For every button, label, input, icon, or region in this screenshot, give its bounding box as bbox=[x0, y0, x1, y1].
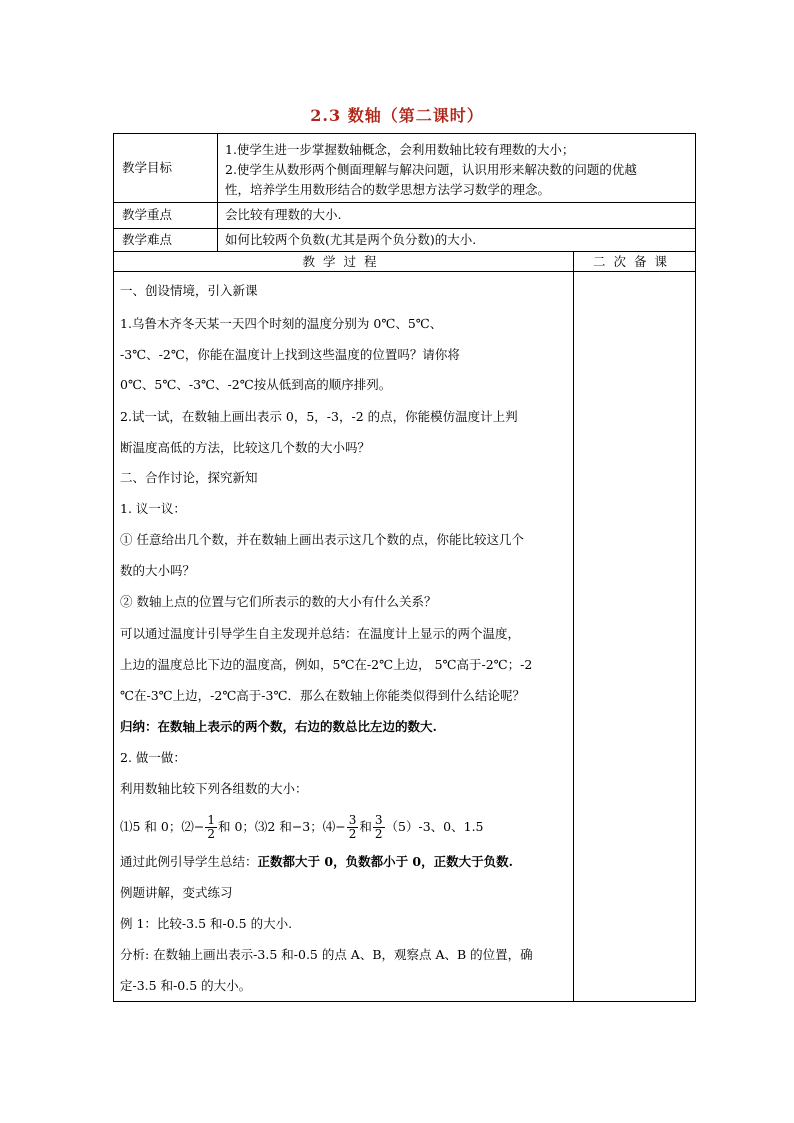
paragraph-line: 例 1：比较-3.5 和-0.5 的大小. bbox=[120, 916, 293, 931]
difficulty-text: 如何比较两个负数(尤其是两个负分数)的大小. bbox=[225, 232, 477, 247]
fraction-numerator: 3 bbox=[374, 813, 383, 827]
summary-intro: 通过此例引导学生总结： bbox=[120, 854, 258, 869]
lesson-plan-table bbox=[113, 133, 696, 1002]
fraction-denominator: 2 bbox=[374, 827, 383, 841]
paragraph-line: ℃在-3℃上边，-2℃高于-3℃．那么在数轴上你能类似得到什么结论呢？ bbox=[120, 688, 525, 703]
paragraph-line: 2. 做一做： bbox=[120, 750, 186, 765]
fraction-denominator: 2 bbox=[207, 827, 215, 841]
fraction-numerator: 3 bbox=[348, 813, 357, 827]
exercise-text: 和 0；⑶2 和−3；⑷− bbox=[217, 819, 346, 834]
fraction bbox=[205, 814, 217, 841]
fraction-numerator: 1 bbox=[207, 813, 215, 827]
paragraph-line: 2.试一试，在数轴上画出表示 0，5，-3，-2 的点，你能模仿温度计上判 bbox=[120, 409, 518, 424]
section-1-title: 一、创设情境，引入新课 bbox=[120, 283, 258, 298]
row-divider bbox=[114, 228, 695, 229]
paragraph-line: 1. 议一议： bbox=[120, 501, 186, 516]
paragraph-line: 可以通过温度计引导学生自主发现并总结：在温度计上显示的两个温度， bbox=[120, 626, 521, 641]
fraction-denominator: 2 bbox=[348, 827, 357, 841]
paragraph-line: 0℃、5℃、-3℃、-2℃按从低到高的顺序排列。 bbox=[120, 377, 392, 392]
conclusion-line: 归纳：在数轴上表示的两个数，右边的数总比左边的数大. bbox=[120, 719, 437, 734]
exercise-text: （5）-3、0、1.5 bbox=[385, 819, 484, 834]
paragraph-line: 利用数轴比较下列各组数的大小： bbox=[120, 781, 308, 796]
column-divider bbox=[217, 134, 218, 251]
paragraph-line: 断温度高低的方法，比较这几个数的大小吗？ bbox=[120, 440, 371, 455]
goals-label: 教学目标 bbox=[122, 160, 173, 175]
summary-line bbox=[120, 852, 570, 872]
paragraph-line: 上边的温度总比下边的温度高，例如，5℃在-2℃上边， 5℃高于-2℃；-2 bbox=[120, 657, 533, 672]
page-title: 2.3 数轴（第二课时） bbox=[310, 106, 484, 125]
paragraph-line: ① 任意给出几个数，并在数轴上画出表示这几个数的点，你能比较这几个 bbox=[120, 532, 524, 547]
exercise-text: ⑴5 和 0；⑵− bbox=[120, 819, 205, 834]
exercise-text: 和 bbox=[359, 819, 372, 834]
paragraph-line: 例题讲解，变式练习 bbox=[120, 885, 233, 900]
goals-line-1: 1.使学生进一步掌握数轴概念，会利用数轴比较有理数的大小； bbox=[225, 142, 575, 157]
summary-rule: 正数都大于 0，负数都小于 0，正数大于负数. bbox=[257, 854, 513, 869]
fraction bbox=[373, 814, 385, 841]
paragraph-line: 1.乌鲁木齐冬天某一天四个时刻的温度分别为 0℃、5℃、 bbox=[120, 316, 443, 331]
section-2-title: 二、合作讨论，探究新知 bbox=[120, 470, 258, 485]
column-divider bbox=[573, 251, 574, 1001]
key-point-text: 会比较有理数的大小. bbox=[225, 207, 342, 222]
paragraph-line: ② 数轴上点的位置与它们所表示的数的大小有什么关系？ bbox=[120, 594, 437, 609]
paragraph-line: 分析: 在数轴上画出表示-3.5 和-0.5 的点 A、B，观察点 A、B 的位置，确 bbox=[120, 947, 533, 962]
second-prep-header: 二次备课 bbox=[592, 254, 675, 269]
goals-line-2: 2.使学生从数形两个侧面理解与解决问题，认识用形来解决数的问题的优越 bbox=[225, 162, 637, 177]
paragraph-line: 定-3.5 和-0.5 的大小。 bbox=[120, 978, 252, 993]
paragraph-line: 数的大小吗？ bbox=[120, 563, 196, 578]
row-divider bbox=[114, 202, 695, 203]
goals-line-3: 性，培养学生用数形结合的数学思想方法学习数学的理念。 bbox=[225, 182, 551, 197]
fraction bbox=[347, 814, 359, 841]
key-point-label: 教学重点 bbox=[122, 207, 173, 222]
process-header: 教学过程 bbox=[302, 254, 385, 269]
difficulty-label: 教学难点 bbox=[122, 232, 173, 247]
paragraph-line: -3℃、-2℃，你能在温度计上找到这些温度的位置吗？请你将 bbox=[120, 347, 460, 362]
comparison-exercises bbox=[120, 812, 570, 842]
